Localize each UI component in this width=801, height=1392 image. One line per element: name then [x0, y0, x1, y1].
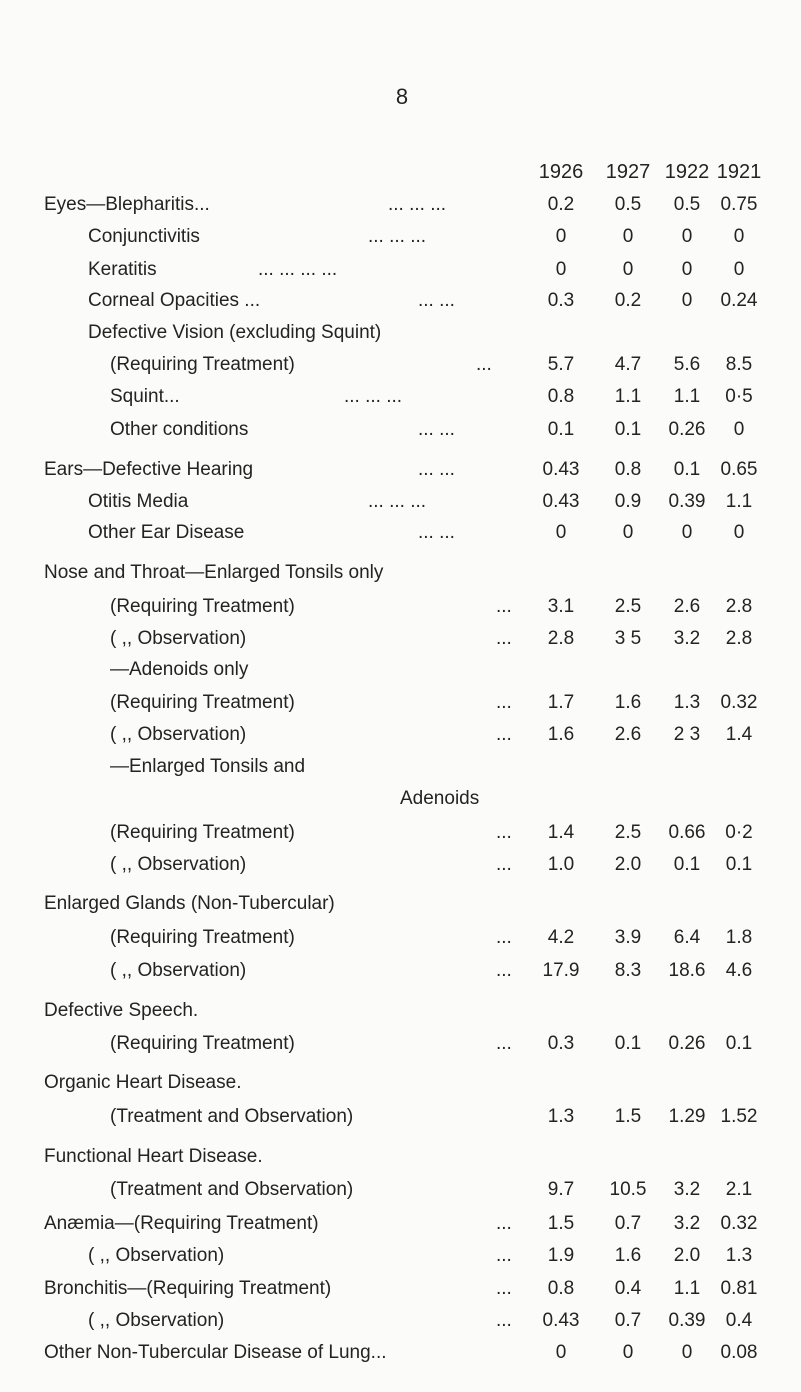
value-1922: 1.1 — [673, 1278, 701, 1299]
value-1921: 0 — [733, 226, 745, 247]
value-1921: 0.32 — [720, 692, 758, 713]
value-1926: 2.8 — [547, 628, 575, 649]
row-label: Eyes—Blepharitis... — [44, 194, 210, 215]
year-header-1927: 1927 — [605, 161, 651, 183]
value-1926: 0 — [555, 522, 567, 543]
row-dots: ... — [496, 1245, 512, 1266]
row-dots: ... — [476, 354, 492, 375]
value-1921: 2.8 — [725, 596, 753, 617]
row-label: ( ,, Observation) — [110, 724, 247, 745]
value-1922: 1.3 — [673, 692, 701, 713]
table-row-other-eye-conditions — [0, 419, 801, 449]
row-label: Bronchitis—(Requiring Treatment) — [44, 1278, 332, 1299]
value-1926: 1.6 — [547, 724, 575, 745]
value-1921: 2.8 — [725, 628, 753, 649]
table-row-speech-treatment — [0, 1033, 801, 1063]
row-dots: ... — [496, 724, 512, 745]
value-1926: 17.9 — [542, 960, 580, 981]
value-1927: 3.9 — [614, 927, 642, 948]
value-1921: 0.1 — [725, 1033, 753, 1054]
row-dots: ... — [496, 628, 512, 649]
section-heading-defective-vision — [0, 322, 801, 352]
row-dots: ... ... — [418, 290, 455, 311]
row-label: Functional Heart Disease. — [44, 1146, 263, 1167]
table-row-blepharitis — [0, 194, 801, 224]
row-label: Anæmia—(Requiring Treatment) — [44, 1213, 319, 1234]
value-1926: 0.43 — [542, 1310, 580, 1331]
value-1927: 0.1 — [614, 419, 642, 440]
row-label: Corneal Opacities ... — [88, 290, 261, 311]
value-1926: 5.7 — [547, 354, 575, 375]
row-dots: ... ... ... — [368, 226, 427, 247]
value-1926: 1.9 — [547, 1245, 575, 1266]
row-label: ( ,, Observation) — [110, 854, 247, 875]
value-1927: 1.1 — [614, 386, 642, 407]
value-1926: 9.7 — [547, 1179, 575, 1200]
year-header-1921: 1921 — [716, 161, 762, 183]
row-dots: ... — [496, 1213, 512, 1234]
value-1921: 0 — [733, 522, 745, 543]
value-1921: 0.75 — [720, 194, 758, 215]
value-1926: 4.2 — [547, 927, 575, 948]
table-row-adenoids-observation — [0, 724, 801, 754]
value-1926: 0.3 — [547, 290, 575, 311]
value-1922: 0 — [681, 522, 693, 543]
value-1926: 0 — [555, 1342, 567, 1363]
row-label: ( ,, Observation) — [88, 1245, 225, 1266]
value-1921: 8.5 — [725, 354, 753, 375]
value-1926: 0.8 — [547, 386, 575, 407]
row-label: —Enlarged Tonsils and — [110, 756, 306, 777]
row-label: Defective Vision (excluding Squint) — [88, 322, 382, 343]
row-label: (Treatment and Observation) — [110, 1179, 354, 1200]
value-1927: 2.5 — [614, 822, 642, 843]
table-row-organic-heart — [0, 1106, 801, 1136]
row-label: —Adenoids only — [110, 659, 249, 680]
value-1927: 3 5 — [614, 628, 642, 649]
value-1927: 2.0 — [614, 854, 642, 875]
table-row-tonsils-adenoids-treatment — [0, 822, 801, 852]
section-heading-organic-heart — [0, 1072, 801, 1102]
value-1922: 0 — [681, 1342, 693, 1363]
row-dots: ... ... ... ... — [258, 259, 338, 280]
row-label: Adenoids — [400, 788, 480, 809]
value-1921: 0.4 — [725, 1310, 753, 1331]
table-row-anaemia-observation — [0, 1245, 801, 1275]
value-1926: 1.4 — [547, 822, 575, 843]
row-dots: ... — [496, 692, 512, 713]
table-row-defective-vision — [0, 354, 801, 384]
year-header-1922: 1922 — [664, 161, 710, 183]
value-1922: 2.6 — [673, 596, 701, 617]
value-1927: 2.5 — [614, 596, 642, 617]
table-row-defective-hearing — [0, 459, 801, 489]
table-row-glands-treatment — [0, 927, 801, 957]
row-label: Organic Heart Disease. — [44, 1072, 242, 1093]
table-row-bronchitis-treatment — [0, 1278, 801, 1308]
value-1922: 18.6 — [668, 960, 706, 981]
row-label: (Requiring Treatment) — [110, 354, 295, 375]
value-1927: 0.7 — [614, 1310, 642, 1331]
row-label: Enlarged Glands (Non-Tubercular) — [44, 893, 335, 914]
row-label: Other conditions — [110, 419, 249, 440]
value-1922: 0.26 — [668, 419, 706, 440]
value-1926: 0.1 — [547, 419, 575, 440]
value-1922: 0.39 — [668, 1310, 706, 1331]
value-1922: 5.6 — [673, 354, 701, 375]
value-1926: 3.1 — [547, 596, 575, 617]
value-1927: 8.3 — [614, 960, 642, 981]
value-1922: 0.1 — [673, 854, 701, 875]
value-1922: 3.2 — [673, 1213, 701, 1234]
table-row-tonsils-observation — [0, 628, 801, 658]
row-label: ( ,, Observation) — [110, 960, 247, 981]
row-label: (Requiring Treatment) — [110, 927, 295, 948]
row-label: Defective Speech. — [44, 1000, 199, 1021]
row-label: (Requiring Treatment) — [110, 692, 295, 713]
value-1927: 1.6 — [614, 692, 642, 713]
value-1922: 0 — [681, 259, 693, 280]
value-1921: 1.1 — [725, 491, 753, 512]
row-dots: ... ... ... — [388, 194, 447, 215]
value-1927: 0.4 — [614, 1278, 642, 1299]
value-1926: 1.7 — [547, 692, 575, 713]
value-1921: 0.1 — [725, 854, 753, 875]
value-1927: 0 — [622, 522, 634, 543]
value-1921: 0.08 — [720, 1342, 758, 1363]
value-1921: 0·5 — [725, 386, 753, 407]
value-1927: 1.5 — [614, 1106, 642, 1127]
value-1921: 1.52 — [720, 1106, 758, 1127]
value-1922: 0 — [681, 290, 693, 311]
value-1922: 0.39 — [668, 491, 706, 512]
value-1927: 0.8 — [614, 459, 642, 480]
value-1922: 1.29 — [668, 1106, 706, 1127]
table-row-other-lung-disease — [0, 1342, 801, 1372]
page-number: 8 — [395, 84, 409, 109]
table-row-tonsils-adenoids-observation — [0, 854, 801, 884]
value-1926: 0.2 — [547, 194, 575, 215]
section-heading-functional-heart — [0, 1146, 801, 1176]
section-heading-tonsils-adenoids — [0, 756, 801, 786]
table-row-keratitis — [0, 259, 801, 289]
value-1927: 0.1 — [614, 1033, 642, 1054]
value-1927: 2.6 — [614, 724, 642, 745]
value-1926: 1.5 — [547, 1213, 575, 1234]
row-dots: ... ... ... — [368, 491, 427, 512]
table-row-adenoids-treatment — [0, 692, 801, 722]
value-1921: 0 — [733, 259, 745, 280]
value-1922: 0.26 — [668, 1033, 706, 1054]
table-row-anaemia-treatment — [0, 1213, 801, 1243]
section-heading-adenoids — [0, 659, 801, 689]
section-heading-tonsils — [0, 562, 801, 592]
table-row-conjunctivitis — [0, 226, 801, 256]
row-label: Other Non-Tubercular Disease of Lung... — [44, 1342, 387, 1363]
row-label: Otitis Media — [88, 491, 189, 512]
value-1927: 0.5 — [614, 194, 642, 215]
section-heading-glands — [0, 893, 801, 923]
value-1927: 1.6 — [614, 1245, 642, 1266]
row-label: Keratitis — [88, 259, 157, 280]
row-dots: ... ... — [418, 419, 455, 440]
value-1921: 2.1 — [725, 1179, 753, 1200]
row-dots: ... — [496, 1278, 512, 1299]
table-row-tonsils-treatment — [0, 596, 801, 626]
table-row-functional-heart — [0, 1179, 801, 1209]
value-1921: 1.4 — [725, 724, 753, 745]
value-1927: 4.7 — [614, 354, 642, 375]
row-label: Other Ear Disease — [88, 522, 245, 543]
value-1927: 0.2 — [614, 290, 642, 311]
row-label: (Requiring Treatment) — [110, 596, 295, 617]
table-row-squint — [0, 386, 801, 416]
row-label: (Treatment and Observation) — [110, 1106, 354, 1127]
row-label: ( ,, Observation) — [110, 628, 247, 649]
value-1921: 1.3 — [725, 1245, 753, 1266]
value-1927: 0 — [622, 226, 634, 247]
value-1926: 0.43 — [542, 491, 580, 512]
value-1921: 4.6 — [725, 960, 753, 981]
row-label: (Requiring Treatment) — [110, 1033, 295, 1054]
table-row-corneal-opacities — [0, 290, 801, 320]
value-1922: 3.2 — [673, 628, 701, 649]
value-1922: 0 — [681, 226, 693, 247]
value-1927: 0 — [622, 259, 634, 280]
value-1926: 0 — [555, 226, 567, 247]
value-1926: 0 — [555, 259, 567, 280]
value-1922: 3.2 — [673, 1179, 701, 1200]
value-1922: 6.4 — [673, 927, 701, 948]
value-1927: 10.5 — [609, 1179, 647, 1200]
row-label: Conjunctivitis — [88, 226, 200, 247]
row-dots: ... — [496, 854, 512, 875]
value-1926: 1.0 — [547, 854, 575, 875]
row-dots: ... ... — [418, 522, 455, 543]
row-dots: ... — [496, 822, 512, 843]
row-label: Ears—Defective Hearing — [44, 459, 254, 480]
value-1926: 1.3 — [547, 1106, 575, 1127]
row-dots: ... ... ... — [344, 386, 403, 407]
value-1922: 0.1 — [673, 459, 701, 480]
row-label: Nose and Throat—Enlarged Tonsils only — [44, 562, 384, 583]
value-1922: 2 3 — [673, 724, 701, 745]
value-1927: 0.9 — [614, 491, 642, 512]
table-row-glands-observation — [0, 960, 801, 990]
row-dots: ... — [496, 960, 512, 981]
row-label: Squint... — [110, 386, 180, 407]
row-dots: ... — [496, 1310, 512, 1331]
table-row-other-ear-disease — [0, 522, 801, 552]
value-1921: 0.24 — [720, 290, 758, 311]
section-heading-speech — [0, 1000, 801, 1030]
value-1921: 1.8 — [725, 927, 753, 948]
row-label: ( ,, Observation) — [88, 1310, 225, 1331]
row-dots: ... — [496, 1033, 512, 1054]
value-1921: 0 — [733, 419, 745, 440]
table-row-otitis-media — [0, 491, 801, 521]
value-1922: 1.1 — [673, 386, 701, 407]
row-dots: ... — [496, 927, 512, 948]
value-1922: 0.66 — [668, 822, 706, 843]
value-1921: 0.81 — [720, 1278, 758, 1299]
value-1922: 2.0 — [673, 1245, 701, 1266]
row-dots: ... ... — [418, 459, 455, 480]
value-1926: 0.43 — [542, 459, 580, 480]
value-1927: 0.7 — [614, 1213, 642, 1234]
section-heading-tonsils-adenoids-cont — [0, 788, 801, 818]
value-1926: 0.8 — [547, 1278, 575, 1299]
year-header-1926: 1926 — [538, 161, 584, 183]
value-1921: 0·2 — [725, 822, 753, 843]
value-1922: 0.5 — [673, 194, 701, 215]
row-label: (Requiring Treatment) — [110, 822, 295, 843]
row-dots: ... — [496, 596, 512, 617]
value-1927: 0 — [622, 1342, 634, 1363]
table-row-bronchitis-observation — [0, 1310, 801, 1340]
value-1921: 0.65 — [720, 459, 758, 480]
value-1926: 0.3 — [547, 1033, 575, 1054]
value-1921: 0.32 — [720, 1213, 758, 1234]
